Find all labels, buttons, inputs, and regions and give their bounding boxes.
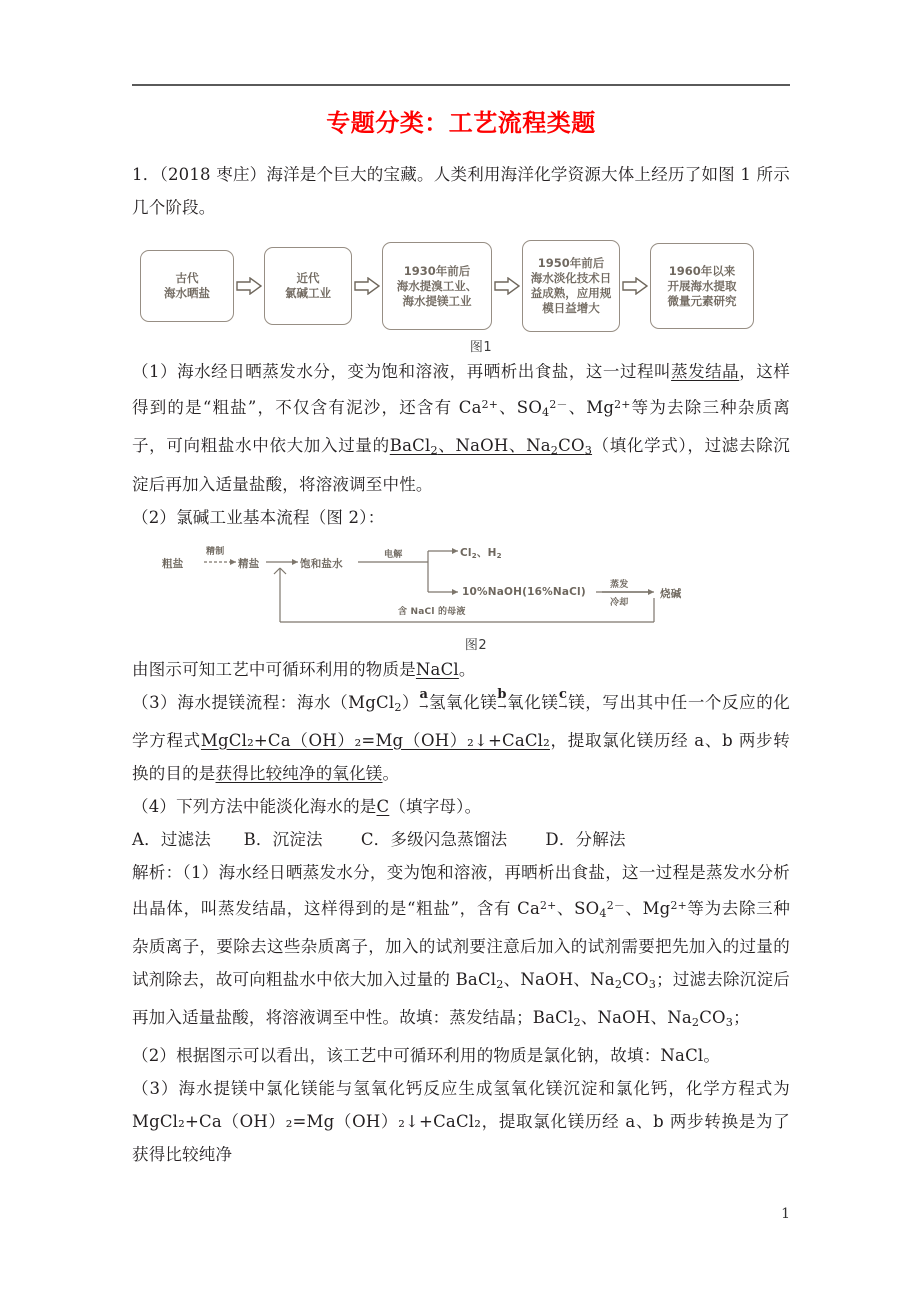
analysis-p1-sub4: 3 (648, 977, 657, 991)
page-title: 专题分类：工艺流程类题 (326, 109, 596, 137)
part-3-mid2: 氧化镁 (506, 692, 559, 712)
figure2-label-refined-salt: 精盐 (238, 557, 260, 570)
part-4-options (132, 823, 790, 856)
part-3-step-b-arrow-icon: → (497, 699, 507, 713)
ans2-sub3: 3 (584, 444, 593, 458)
analysis-p1-j: ； (733, 1007, 750, 1027)
option-c: C．多级闪急蒸馏法 (360, 829, 508, 849)
figure2-label-caustic-soda: 烧碱 (660, 587, 682, 600)
analysis-p1-sub1: 4 (599, 906, 607, 920)
figure-1-caption: 图1 (469, 340, 493, 356)
part-1-answer-1: 蒸发结晶 (671, 362, 740, 382)
ans2-naoh: 、NaOH、Na (437, 436, 551, 456)
part-1-ca-charge: 2+ (481, 398, 499, 412)
flow-box-2-line1: 近代 (296, 271, 320, 286)
part-1-answer-2 (389, 436, 593, 458)
flow-box-modern (264, 247, 352, 325)
flow-box-5-line1: 1960年以来 (668, 263, 736, 278)
figure2-label-cool: 冷却 (610, 597, 629, 608)
flow-box-3-line1: 1930年前后 (403, 263, 471, 278)
analysis-p1-sup1: 2+ (540, 898, 557, 912)
part-1-text-d: 、Mg (567, 398, 615, 418)
figure2-label-brine: 饱和盐水 (300, 557, 343, 570)
part-2-conclusion-post: 。 (458, 659, 476, 679)
flow-arrow-2-icon (352, 277, 382, 295)
analysis-p1-sub7: 3 (725, 1016, 734, 1030)
part-3-tail-post: 。 (382, 763, 400, 783)
flow-box-2-line2: 氯碱工业 (285, 286, 331, 301)
f2-cl: Cl (460, 546, 472, 559)
part-1-text-b: ，这样得到的是“粗盐”，不仅含有泥沙，还含有 Ca (132, 362, 790, 418)
figure2-label-gas-products (460, 545, 502, 560)
f2-cl-sub: 2 (471, 550, 477, 560)
page-number: 1 (781, 1206, 790, 1222)
analysis-p3-b: MgCl₂+Ca（OH）₂=Mg（OH）₂↓+CaCl₂，提取氯化镁历经 a、b 两步转换是为了获得比较纯净 (132, 1112, 790, 1165)
flow-box-4-line4: 模日益增大 (542, 301, 600, 316)
analysis-p1-b: 、SO (556, 898, 600, 918)
analysis-p1-sup3: 2+ (670, 898, 687, 912)
analysis-p1-a: 解析：（1）海水经日晒蒸发水分，变为饱和溶液，再晒析出食盐，这一过程是蒸发水分析出晶体，叫蒸发结晶，这样得到的是“粗盐”，含有 Ca (132, 862, 790, 918)
part-3-paragraph (132, 686, 790, 790)
question-stem (132, 158, 790, 224)
flow-box-1-line1: 古代 (175, 271, 199, 286)
ans2-sub2: 2 (550, 444, 559, 458)
question-stem-text: 1．（2018 枣庄）海洋是个巨大的宝藏。人类利用海洋化学资源大体上经历了如图 1 所示几个阶段。 (132, 165, 790, 218)
part-3-step-a-arrow-icon: → (419, 699, 429, 713)
analysis-p1-g: ；过滤去除沉淀后再加入适量盐酸，将溶液调至中性。故填：蒸发结晶；BaCl (132, 969, 790, 1027)
flow-box-1960 (650, 243, 754, 329)
part-2-answer: NaCl (415, 659, 459, 679)
figure2-label-refine: 精制 (206, 546, 225, 557)
analysis-p1-d: 等为去除三种杂质离子，要除去这些杂质离子，加入的试剂要注意后加入的试剂需要把先加入的过量的试剂除去，故可向粗盐水中依大加入过量的 BaCl (132, 898, 791, 989)
part-1-text-f: （填化学式），过滤去除沉淀后再加入适量盐酸，将溶液调至中性。 (132, 436, 791, 494)
part-4-answer: C (376, 796, 390, 816)
analysis-p1-sup2: 2－ (606, 898, 625, 912)
analysis-paragraph-1 (132, 856, 790, 1039)
part-3-step-b (497, 688, 506, 712)
part-1-so4-sub: 4 (542, 406, 550, 420)
analysis-p3-a: （3）海水提镁中氯化镁能与氢氧化钙反应生成氢氧化镁沉淀和氯化钙，化学方程式为 (132, 1079, 790, 1099)
flow-box-5-line2: 开展海水提取 (667, 278, 737, 293)
option-a: A．过滤法 (132, 829, 211, 849)
part-3-purpose-answer: 获得比较纯净的氧化镁 (215, 763, 383, 783)
part-2-heading: （2）氯碱工业基本流程（图 2）： (132, 507, 385, 527)
part-1-mg-charge: 2+ (614, 398, 631, 412)
figure2-label-electrolysis: 电解 (384, 549, 403, 560)
flow-box-4-line3: 益成熟，应用规 (530, 286, 612, 301)
flow-box-3-line3: 海水提镁工业 (402, 293, 472, 308)
part-2-conclusion (132, 653, 790, 686)
figure2-label-naoh-solution: 10%NaOH(16%NaCl) (462, 585, 586, 598)
flow-box-ancient (140, 250, 234, 322)
part-1-so4-charge: 2－ (549, 398, 568, 412)
figure2-label-evaporate: 蒸发 (610, 579, 629, 590)
part-3-step-a-label: a (419, 686, 429, 702)
part-4-question-text: （4）下列方法中能淡化海水的是 (132, 796, 377, 816)
part-1-text-e: 等为去除三种杂质离子，可向粗盐水中依大加入过量的 (132, 398, 790, 456)
flow-arrow-3-icon (492, 277, 522, 295)
page-content (132, 0, 790, 1171)
figure-2-canvas (162, 546, 762, 630)
option-b: B．沉淀法 (243, 829, 323, 849)
part-3-equation-answer: MgCl₂+Ca（OH）₂=Mg（OH）₂↓+CaCl₂ (200, 730, 550, 750)
part-3-step-c (558, 688, 567, 712)
flow-arrow-4-icon (620, 277, 650, 295)
flow-box-5-line3: 微量元素研究 (667, 293, 737, 308)
ans2-bacl: BaCl (389, 436, 431, 456)
part-3-pre: （3）海水提镁流程：海水（MgCl (132, 692, 395, 712)
part-1-paragraph (132, 355, 790, 500)
analysis-p1-e: 、NaOH、Na (503, 969, 615, 989)
figure-1-flow (132, 240, 790, 332)
ans2-co: CO (558, 436, 585, 456)
part-4-suffix: （填字母）。 (389, 796, 482, 816)
part-3-mgcl2-sub: 2 (394, 700, 402, 714)
part-3-step-c-arrow-icon: → (558, 699, 568, 713)
f2-h: 、H (476, 546, 497, 559)
part-3-step-a (419, 688, 428, 712)
part-3-step-b-label: b (497, 686, 507, 702)
part-2-conclusion-pre: 由图示可知工艺中可循环利用的物质是 (132, 659, 416, 679)
ans2-sub1: 2 (430, 444, 438, 458)
flow-box-1950 (522, 240, 620, 332)
flow-box-3-line2: 海水提溴工业、 (396, 278, 478, 293)
figure2-label-mother-liquor: 含 NaCl 的母液 (398, 606, 466, 617)
flow-box-1-line2: 海水晒盐 (164, 286, 210, 301)
figure-1 (132, 240, 790, 355)
flow-box-4-line2: 海水淡化技术日 (530, 271, 612, 286)
flow-box-1930 (382, 242, 492, 330)
figure-2 (132, 546, 790, 653)
analysis-p1-c: 、Mg (624, 898, 671, 918)
analysis-p1-h: 、NaOH、Na (580, 1007, 692, 1027)
analysis-p1-sub6: 2 (691, 1016, 700, 1030)
analysis-p1-i: CO (699, 1007, 726, 1027)
analysis-paragraph-3 (132, 1072, 790, 1171)
part-3-p2: ） (401, 692, 420, 712)
analysis-paragraph-2: （2）根据图示可以看出，该工艺中可循环利用的物质是氯化钠，故填：NaCl。 (132, 1046, 721, 1066)
part-3-tail-pre: ，提取氯化镁历经 a、b 两步转换的目的是 (132, 730, 790, 783)
header-rule (132, 84, 790, 86)
analysis-p1-f: CO (622, 969, 649, 989)
analysis-p1-sub5: 2 (573, 1016, 581, 1030)
flow-arrow-1-icon (234, 277, 264, 295)
figure2-label-crude-salt: 粗盐 (162, 557, 184, 570)
part-4-question (132, 790, 790, 823)
f2-h-sub: 2 (496, 550, 502, 560)
flow-box-4-line1: 1950年前后 (537, 256, 605, 271)
part-3-step-c-label: c (559, 686, 568, 702)
option-d: D．分解法 (545, 829, 626, 849)
part-1-text-a: （1）海水经日晒蒸发水分，变为饱和溶液，再晒析出食盐，这一过程叫 (132, 362, 672, 382)
part-3-mid1: 氢氧化镁 (428, 692, 498, 712)
part-1-text-c: 、SO (498, 398, 543, 418)
part-3-mid3: 镁，写出其中任一个反应的化学方程式 (132, 692, 790, 750)
analysis-p1-sub3: 2 (614, 977, 623, 991)
analysis-p1-sub2: 2 (496, 977, 504, 991)
figure-2-caption: 图2 (464, 637, 488, 653)
